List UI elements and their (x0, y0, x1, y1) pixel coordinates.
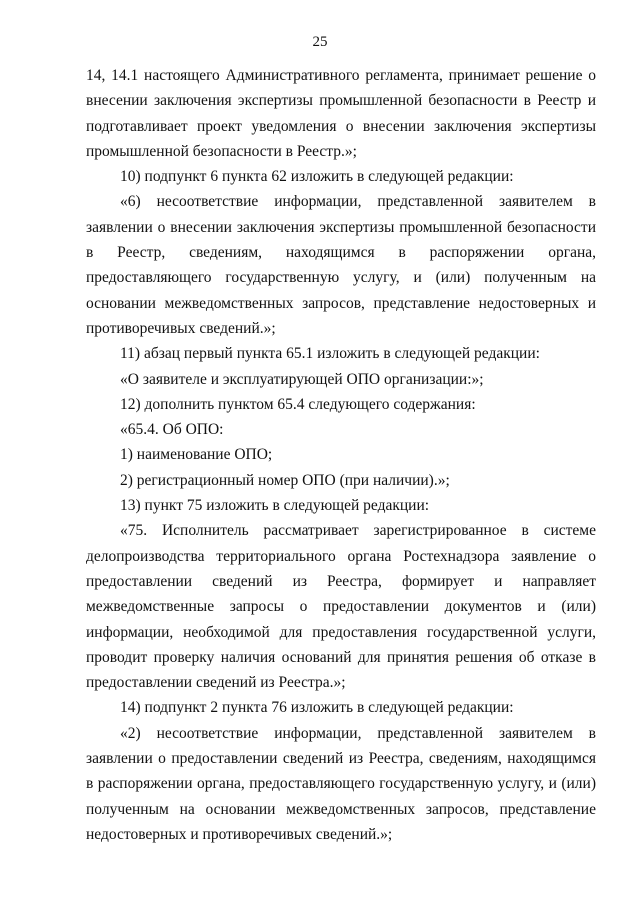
document-body (86, 63, 596, 847)
paragraph-8: 1) наименование ОПО; (120, 446, 273, 464)
paragraph-2: 10) подпункт 6 пункта 62 изложить в следующей редакции: (120, 168, 514, 186)
paragraph-3: «6) несоответствие информации, представленной заявителем в заявлении о внесении заключения экспертизы промышленной безопасности в Реестр, сведениям, находящимся в распоряжении органа, предоставляющего государственную услугу, и (или) полученным на основании межведомственных запросов, представление недостоверных и противоречивых сведений.»; (86, 193, 596, 337)
paragraph-1: 14, 14.1 настоящего Административного регламента, принимает решение о внесении заключения экспертизы промышленной безопасности в Реестр и подготавливает проект уведомления о внесении заключения экспертизы промышленной безопасности в Реестр.»; (86, 67, 596, 160)
paragraph-10: 13) пункт 75 изложить в следующей редакции: (120, 497, 430, 515)
paragraph-5: «О заявителе и эксплуатирующей ОПО организации:»; (120, 370, 484, 388)
paragraph-11: «75. Исполнитель рассматривает зарегистрированное в системе делопроизводства территориального органа Ростехнадзора заявление о предоставлении сведений из Реестра, формирует и направляет межведомственные запросы о предоставлении документов и (или) информации, необходимой для предоставления государственной услуги, проводит проверку наличия оснований для принятия решения об отказе в предоставлении сведений из Реестра.»; (86, 522, 596, 692)
paragraph-12: 14) подпункт 2 пункта 76 изложить в следующей редакции: (120, 699, 514, 717)
paragraph-9: 2) регистрационный номер ОПО (при наличии).»; (120, 471, 450, 489)
paragraph-13: «2) несоответствие информации, представленной заявителем в заявлении о предоставлении сведений из Реестра, сведениям, находящимся в распоряжении органа, предоставляющего государственную услугу, и (или) полученным на основании межведомственных запросов, представление недостоверных и противоречивых сведений.»; (86, 724, 596, 843)
paragraph-4: 11) абзац первый пункта 65.1 изложить в следующей редакции: (120, 345, 540, 363)
paragraph-7: «65.4. Об ОПО: (120, 421, 224, 439)
paragraph-6: 12) дополнить пунктом 65.4 следующего содержания: (120, 395, 476, 413)
page-number: 25 (312, 34, 328, 50)
